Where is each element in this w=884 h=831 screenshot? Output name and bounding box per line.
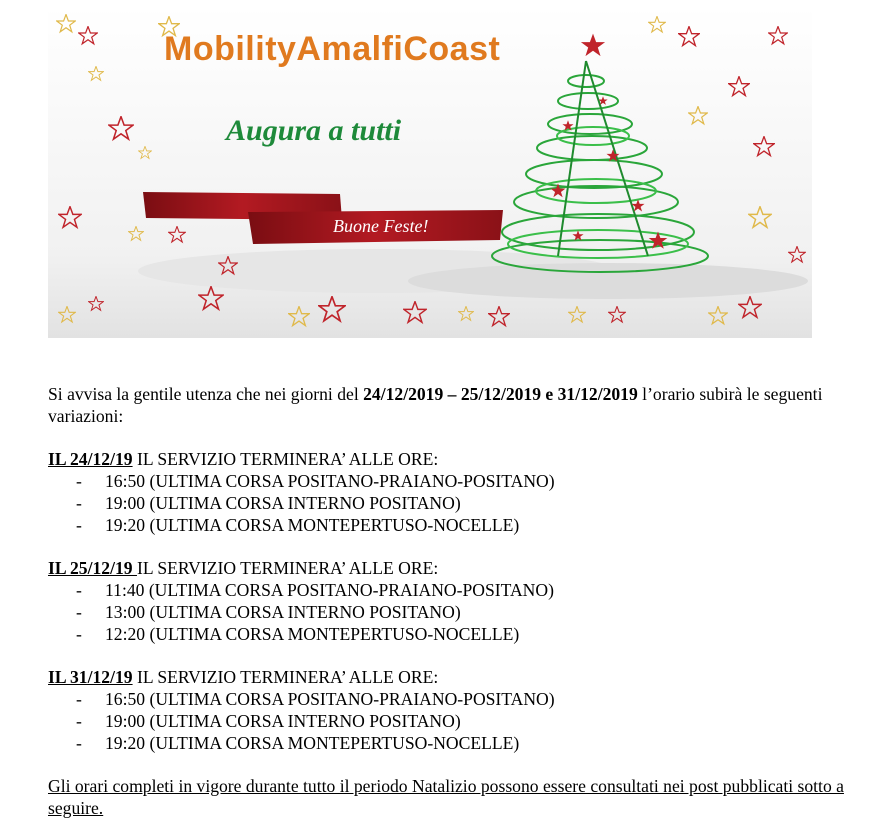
christmas-banner — [48, 6, 812, 338]
schedule-item: - 16:50 (ULTIMA CORSA POSITANO-PRAIANO-POSITANO) — [76, 689, 555, 710]
schedule-item: - 16:50 (ULTIMA CORSA POSITANO-PRAIANO-POSITANO) — [76, 471, 555, 492]
section-date: IL 31/12/19 — [48, 667, 133, 688]
footer-note: Gli orari completi in vigore durante tutto il periodo Natalizio possono essere consultati nei post pubblicati sotto a seguire. — [48, 776, 844, 819]
notice-body — [48, 384, 868, 820]
ribbon-text: Buone Feste! — [333, 216, 429, 236]
schedule-item: - 19:20 (ULTIMA CORSA MONTEPERTUSO-NOCELLE) — [76, 514, 520, 535]
schedule-section-31 — [48, 667, 868, 754]
intro-text-start: Si avvisa la gentile utenza che nei giorni del — [48, 384, 364, 404]
banner-graphic — [48, 6, 812, 338]
section-heading: IL SERVIZIO TERMINERA’ ALLE ORE: — [132, 667, 439, 688]
intro-text-end: l’orario subirà le seguenti variazioni: — [48, 384, 823, 426]
greeting-text: Augura a tutti — [226, 114, 402, 147]
section-heading: IL SERVIZIO TERMINERA’ ALLE ORE: — [132, 449, 439, 470]
section-heading: IL SERVIZIO TERMINERA’ ALLE ORE: — [136, 558, 439, 579]
intro-paragraph — [48, 384, 868, 428]
logo-text: MobilityAmalfiCoast — [164, 30, 501, 68]
section-date: IL 24/12/19 — [48, 449, 133, 470]
schedule-item: - 19:00 (ULTIMA CORSA INTERNO POSITANO) — [76, 492, 461, 513]
schedule-item: - 11:40 (ULTIMA CORSA POSITANO-PRAIANO-POSITANO) — [76, 580, 554, 601]
schedule-item: - 19:00 (ULTIMA CORSA INTERNO POSITANO) — [76, 710, 461, 731]
schedule-item: - 19:20 (ULTIMA CORSA MONTEPERTUSO-NOCELLE) — [76, 732, 520, 753]
schedule-item: - 13:00 (ULTIMA CORSA INTERNO POSITANO) — [76, 601, 461, 622]
schedule-section-25 — [48, 558, 868, 645]
intro-dates: 24/12/2019 – 25/12/2019 e 31/12/2019 — [363, 384, 638, 404]
schedule-section-24 — [48, 449, 868, 536]
schedule-item: - 12:20 (ULTIMA CORSA MONTEPERTUSO-NOCELLE) — [76, 623, 520, 644]
section-date: IL 25/12/19 — [48, 558, 137, 579]
